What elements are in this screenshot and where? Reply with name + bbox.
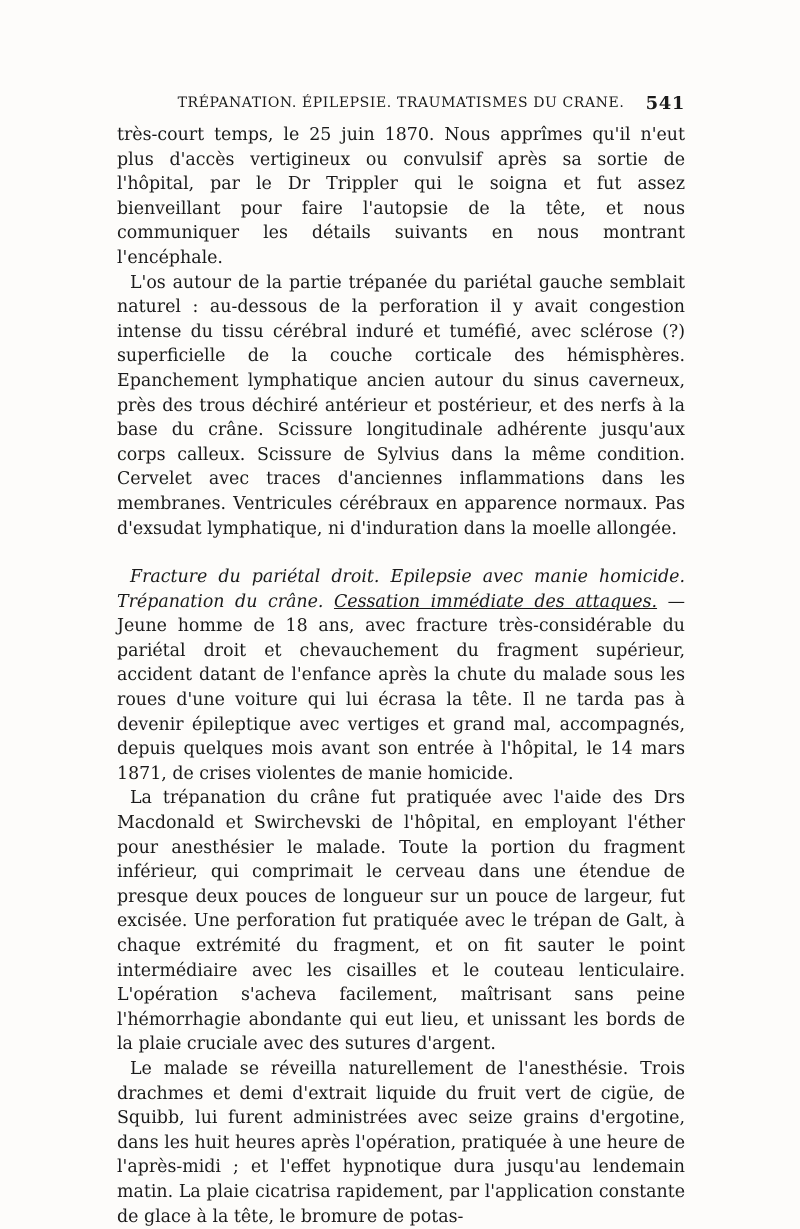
paragraph-recovery: Le malade se réveilla naturellement de l'anesthésie. Trois drachmes et demi d'extrait liquide du fruit vert de cigüe, de Squibb, lui furent administrées avec seize grains d'ergotine, dans les huit heures après l'opération, pratiquée à une heure de l'après-midi ; et l'effet hypnotique dura jusqu'au lendemain matin. La plaie cicatrisa rapidement, par l'application constante de glace à la tête, le bromure de potas- <box>117 1058 685 1227</box>
case-title-underlined <box>334 592 657 612</box>
running-title: TRÉPANATION. ÉPILEPSIE. TRAUMATISMES DU CRANE. <box>177 95 625 111</box>
paragraph-trepanation: La trépanation du crâne fut pratiquée avec l'aide des Drs Macdonald et Swirchevski de l'hôpital, en employant l'éther pour anesthésier le malade. Toute la portion du fragment inférieur, qui comprimait le cerveau dans une étendue de presque deux pouces de longueur sur un pouce de largeur, fut excisée. Une perforation fut pratiquée avec le trépan de Galt, à chaque extrémité du fragment, et on fit sauter le point intermédiaire avec les cisailles et le couteau lenticulaire. L'opération s'acheva facilement, maîtrisant sans peine l'hémorrhagie abondante qui eut lieu, et unissant les bords de la plaie cruciale avec des sutures d'argent. <box>117 788 685 1055</box>
case-title-underlined-text: Cessation immédiate des attaques. <box>333 591 658 612</box>
book-page <box>117 95 685 1229</box>
page-number: 541 <box>645 93 685 114</box>
section-gap <box>117 541 685 565</box>
paragraph-autopsy-intro: très-court temps, le 25 juin 1870. Nous apprîmes qu'il n'eut plus d'accès vertigineux ou convulsif après sa sortie de l'hôpital, par le Dr Trippler qui le soigna et fut assez bienveillant pour faire l'autopsie de la tête, et nous communiquer les détails suivants en nous montrant l'encéphale. <box>117 125 685 268</box>
paragraph-autopsy-findings: L'os autour de la partie trépanée du pariétal gauche semblait naturel : au-dessous de la perforation il y avait congestion intense du tissu cérébral induré et tuméfié, avec sclérose (?) superficielle de la couche corticale des hémisphères. Epanchement lymphatique ancien autour du sinus caverneux, près des trous déchiré antérieur et postérieur, et des nerfs à la base du crâne. Scissure longitudinale adhérente jusqu'aux corps calleux. Scissure de Sylvius dans la même condition. Cervelet avec traces d'anciennes inflammations dans les membranes. Ventricules cérébraux en apparence normaux. Pas d'exsudat lymphatique, ni d'induration dans la moelle allongée. <box>117 272 685 539</box>
case-body: — Jeune homme de 18 ans, avec fracture très-considérable du pariétal droit et chevauchement du fragment supérieur, accident datant de l'enfance après la chute du malade sous les roues d'une voiture qui lui écrasa la tête. Il ne tarda pas à devenir épileptique avec vertiges et grand mal, accompagnés, depuis quelques mois avant son entrée à l'hôpital, le 14 mars 1871, de crises violentes de manie homicide. <box>117 591 686 784</box>
running-head <box>117 95 685 123</box>
case-title: Fracture du pariétal droit. Epilepsie avec manie homicide. Trépanation du crâne. <box>117 567 685 612</box>
paragraph-case-report <box>117 565 685 786</box>
